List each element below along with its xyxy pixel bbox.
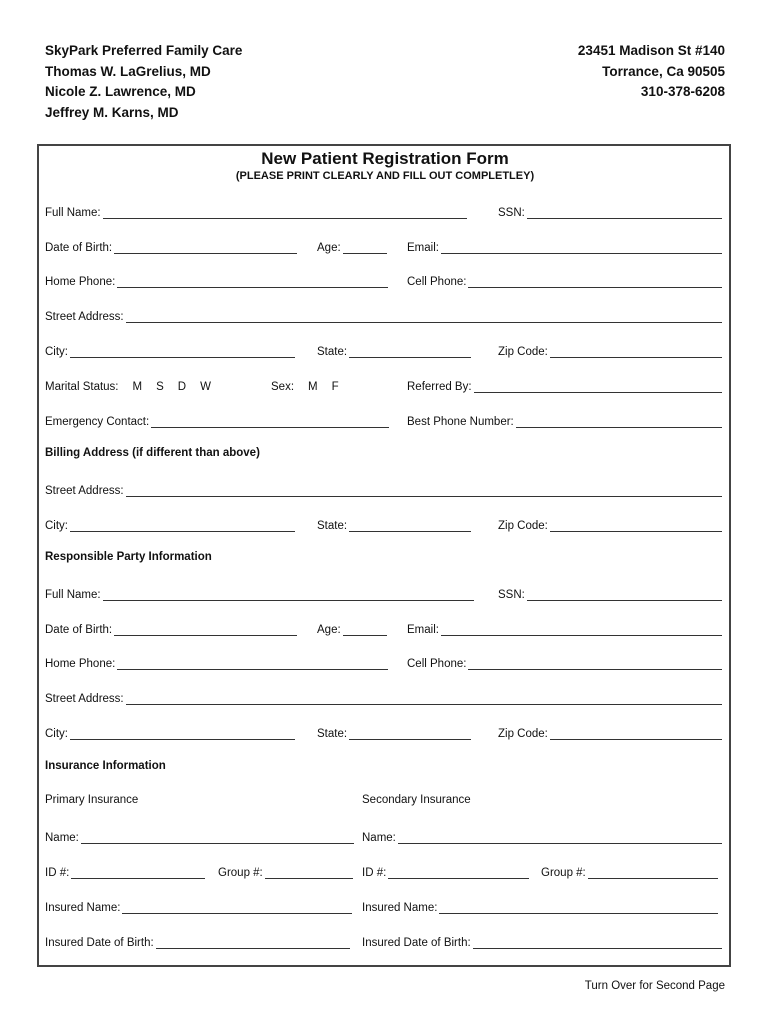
responsible-dob-field[interactable] [45, 620, 297, 636]
patient-street-field[interactable] [45, 307, 722, 323]
doctor-name: Thomas W. LaGrelius, MD [45, 63, 211, 79]
emergency-contact-field[interactable] [45, 412, 389, 428]
ssn-label: SSN: [498, 207, 525, 219]
id-label: ID #: [45, 867, 70, 879]
patient-full-name-field[interactable] [45, 203, 467, 219]
street-label: Street Address: [45, 311, 124, 323]
zip-label: Zip Code: [498, 346, 548, 358]
practice-contact [578, 41, 725, 103]
patient-age-field[interactable] [317, 238, 387, 254]
marital-option-w[interactable]: W [200, 381, 211, 393]
age-label: Age: [317, 242, 341, 254]
referred-by-field[interactable] [407, 377, 722, 393]
zip-label: Zip Code: [498, 520, 548, 532]
email-label: Email: [407, 624, 439, 636]
referred-label: Referred By: [407, 381, 472, 393]
group-label: Group #: [218, 867, 263, 879]
patient-zip-field[interactable] [498, 342, 722, 358]
sex-label: Sex: [271, 381, 295, 393]
insured-dob-label: Insured Date of Birth: [45, 937, 154, 949]
secondary-id-field[interactable] [362, 863, 529, 879]
responsible-home-phone-field[interactable] [45, 654, 388, 670]
patient-city-field[interactable] [45, 342, 295, 358]
dob-label: Date of Birth: [45, 624, 113, 636]
patient-dob-field[interactable] [45, 238, 297, 254]
billing-street-field[interactable] [45, 481, 722, 497]
insurance-section-heading: Insurance Information [45, 760, 166, 772]
marital-option-m[interactable]: M [132, 381, 143, 393]
ssn-label: SSN: [498, 589, 525, 601]
cell-phone-label: Cell Phone: [407, 658, 467, 670]
street-label: Street Address: [45, 693, 124, 705]
responsible-zip-field[interactable] [498, 724, 722, 740]
patient-ssn-field[interactable] [498, 203, 722, 219]
responsible-ssn-field[interactable] [498, 585, 722, 601]
insured-name-label: Insured Name: [45, 902, 121, 914]
billing-section-heading: Billing Address (if different than above) [45, 447, 260, 459]
practice-phone: 310-378-6208 [640, 84, 725, 100]
insured-name-label: Insured Name: [362, 902, 438, 914]
zip-label: Zip Code: [498, 728, 548, 740]
group-label: Group #: [541, 867, 586, 879]
cell-phone-label: Cell Phone: [407, 276, 467, 288]
secondary-name-field[interactable] [362, 828, 722, 844]
best-phone-field[interactable] [407, 412, 722, 428]
patient-email-field[interactable] [407, 238, 722, 254]
responsible-cell-phone-field[interactable] [407, 654, 722, 670]
city-label: City: [45, 346, 68, 358]
city-label: City: [45, 520, 68, 532]
home-phone-label: Home Phone: [45, 276, 116, 288]
state-label: State: [317, 346, 348, 358]
insured-dob-label: Insured Date of Birth: [362, 937, 471, 949]
secondary-insurance-heading: Secondary Insurance [362, 794, 471, 806]
responsible-section-heading: Responsible Party Information [45, 551, 212, 563]
responsible-street-field[interactable] [45, 689, 722, 705]
age-label: Age: [317, 624, 341, 636]
email-label: Email: [407, 242, 439, 254]
id-label: ID #: [362, 867, 387, 879]
doctor-name: Nicole Z. Lawrence, MD [45, 84, 196, 100]
primary-insured-dob-field[interactable] [45, 933, 350, 949]
practice-header [45, 41, 242, 124]
primary-insurance-heading: Primary Insurance [45, 794, 139, 806]
page-footer-note: Turn Over for Second Page [584, 980, 725, 992]
marital-status-field [45, 377, 255, 393]
best-phone-label: Best Phone Number: [407, 416, 514, 428]
secondary-group-field[interactable] [541, 863, 718, 879]
secondary-insured-name-field[interactable] [362, 898, 718, 914]
responsible-state-field[interactable] [317, 724, 471, 740]
name-label: Name: [45, 832, 79, 844]
full-name-label: Full Name: [45, 589, 101, 601]
billing-zip-field[interactable] [498, 516, 722, 532]
patient-state-field[interactable] [317, 342, 471, 358]
sex-option-m[interactable]: M [308, 381, 318, 393]
primary-id-field[interactable] [45, 863, 205, 879]
responsible-full-name-field[interactable] [45, 585, 474, 601]
home-phone-label: Home Phone: [45, 658, 116, 670]
address-line-2: Torrance, Ca 90505 [602, 63, 725, 79]
patient-home-phone-field[interactable] [45, 272, 388, 288]
secondary-insured-dob-field[interactable] [362, 933, 722, 949]
name-label: Name: [362, 832, 396, 844]
dob-label: Date of Birth: [45, 242, 113, 254]
marital-label: Marital Status: [45, 381, 119, 393]
sex-option-f[interactable]: F [331, 381, 339, 393]
practice-name: SkyPark Preferred Family Care [45, 43, 243, 58]
form-title: New Patient Registration Form [261, 149, 509, 168]
responsible-email-field[interactable] [407, 620, 722, 636]
marital-option-s[interactable]: S [156, 381, 164, 393]
sex-field [271, 377, 391, 393]
city-label: City: [45, 728, 68, 740]
primary-group-field[interactable] [218, 863, 353, 879]
responsible-city-field[interactable] [45, 724, 295, 740]
primary-insured-name-field[interactable] [45, 898, 352, 914]
full-name-label: Full Name: [45, 207, 101, 219]
responsible-age-field[interactable] [317, 620, 387, 636]
patient-cell-phone-field[interactable] [407, 272, 722, 288]
address-line-1: 23451 Madison St #140 [577, 43, 725, 58]
billing-city-field[interactable] [45, 516, 295, 532]
primary-name-field[interactable] [45, 828, 354, 844]
billing-state-field[interactable] [317, 516, 471, 532]
form-subtitle: (PLEASE PRINT CLEARLY AND FILL OUT COMPLETLEY) [235, 170, 535, 182]
street-label: Street Address: [45, 485, 124, 497]
doctor-name: Jeffrey M. Karns, MD [45, 105, 179, 121]
emergency-label: Emergency Contact: [45, 416, 150, 428]
state-label: State: [317, 728, 348, 740]
state-label: State: [317, 520, 348, 532]
marital-option-d[interactable]: D [177, 381, 187, 393]
